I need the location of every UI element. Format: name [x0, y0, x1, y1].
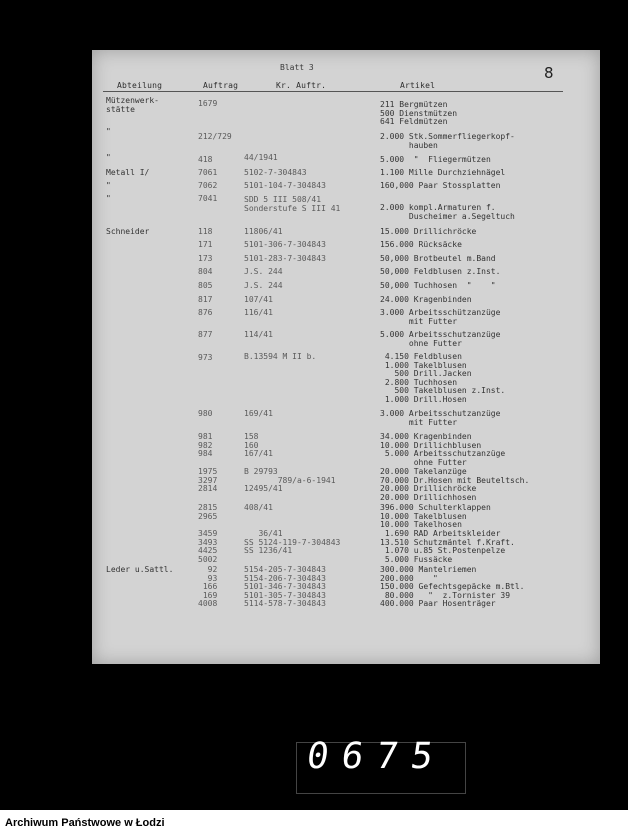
kr-auftr-cell: 5101-306-7-304843	[244, 240, 326, 249]
film-frame-number: 0675	[304, 736, 449, 777]
auftrag-cell: 805	[198, 281, 213, 290]
kr-auftr-cell: 116/41	[244, 308, 273, 317]
abteilung-cell: "	[106, 153, 111, 162]
kr-auftr-cell: 114/41	[244, 330, 273, 339]
sheet-label: Blatt 3	[280, 63, 314, 72]
artikel-cell: 1.100 Mille Durchziehnägel	[380, 168, 506, 177]
artikel-cell: 24.000 Kragenbinden	[380, 295, 472, 304]
auftrag-cell: 173	[198, 254, 213, 263]
artikel-cell: 3.000 Arbeitsschutzanzüge mit Futter	[380, 409, 501, 427]
kr-auftr-cell: 169/41	[244, 409, 273, 418]
artikel-cell: 50,000 Brotbeutel m.Band	[380, 254, 496, 263]
artikel-cell: 50,000 Feldblusen z.Inst.	[380, 267, 501, 276]
auftrag-cell: 1975 3297 2814	[198, 467, 218, 494]
header-auftrag: Auftrag	[203, 81, 239, 90]
abteilung-cell: "	[106, 127, 111, 136]
abteilung-cell: "	[106, 181, 111, 190]
kr-auftr-cell: 408/41	[244, 503, 273, 512]
auftrag-cell: 3459 3493 4425 5002	[198, 529, 218, 564]
kr-auftr-cell: 5101-104-7-304843	[244, 181, 326, 190]
auftrag-cell: 7062	[198, 181, 218, 190]
archive-name: Archiwum Państwowe w Łodzi	[5, 817, 165, 829]
auftrag-cell: 92 93 166 169 4008	[198, 565, 218, 609]
auftrag-cell: 804	[198, 267, 213, 276]
artikel-cell: 34.000 Kragenbinden 10.000 Drillichblusen 5.000 Arbeitsschutzanzüge ohne Futter	[380, 432, 506, 467]
abteilung-cell: "	[106, 194, 111, 203]
header-rule	[103, 91, 563, 92]
kr-auftr-cell: B 29793 789/a-6-1941 12495/41	[244, 467, 336, 494]
kr-auftr-cell: 44/1941	[244, 153, 278, 162]
kr-auftr-cell: B.13594 M II b.	[244, 352, 317, 361]
kr-auftr-cell: J.S. 244	[244, 267, 283, 276]
kr-auftr-cell: SDD 5 III 508/41 Sonderstufe S III 41	[244, 195, 341, 213]
abteilung-cell: Mützenwerk- stätte	[106, 96, 159, 114]
auftrag-cell: 212/729	[198, 132, 232, 141]
abteilung-cell: Leder u.Sattl.	[106, 565, 174, 574]
artikel-cell: 1.690 RAD Arbeitskleider 13.510 Schutzmäntel f.Kraft. 1.070 u.85 St.Postenpelze 5.000 Fussäcke	[380, 529, 515, 564]
kr-auftr-cell: 5154-205-7-304843 5154-206-7-304843 5101-346-7-304843 5101-305-7-304843 5114-578-7-304843	[244, 565, 326, 609]
auftrag-cell: 171	[198, 240, 213, 249]
artikel-cell: 4.150 Feldblusen 1.000 Takelblusen 500 Drill.Jacken 2.800 Tuchhosen 500 Takelblusen z.Inst. 1.000 Drill.Hosen	[384, 352, 506, 404]
page-number: 8	[544, 64, 554, 82]
auftrag-cell: 877	[198, 330, 213, 339]
auftrag-cell: 1679	[198, 99, 218, 108]
artikel-cell: 300.000 Mantelriemen 200.000 " 150.000 Gefechtsgepäcke m.Btl. 80.000 " z.Tornister 39 400.000 Paar Hosenträger	[380, 565, 525, 609]
artikel-cell: 211 Bergmützen 500 Dienstmützen 641 Feldmützen	[380, 100, 458, 127]
abteilung-cell: Metall I/	[106, 168, 150, 177]
abteilung-cell: Schneider	[106, 227, 150, 236]
artikel-cell: 5.000 Arbeitsschutzanzüge ohne Futter	[380, 330, 501, 348]
artikel-cell: 156.000 Rücksäcke	[380, 240, 462, 249]
artikel-cell: 50,000 Tuchhosen " "	[380, 281, 496, 290]
auftrag-cell: 418	[198, 155, 213, 164]
footer-bar	[0, 810, 628, 840]
header-kr-auftr: Kr. Auftr.	[276, 81, 327, 90]
kr-auftr-cell: 36/41 SS 5124-119-7-304843 SS 1236/41	[244, 529, 341, 556]
artikel-cell: 160,000 Paar Stossplatten	[380, 181, 501, 190]
kr-auftr-cell: 158 160 167/41	[244, 432, 273, 459]
auftrag-cell: 118	[198, 227, 213, 236]
kr-auftr-cell: J.S. 244	[244, 281, 283, 290]
artikel-cell: 396.000 Schulterklappen 10.000 Takelblusen 10.000 Takelhosen	[380, 503, 491, 530]
kr-auftr-cell: 5101-283-7-304843	[244, 254, 326, 263]
auftrag-cell: 876	[198, 308, 213, 317]
auftrag-cell: 7041	[198, 194, 218, 203]
kr-auftr-cell: 11806/41	[244, 227, 283, 236]
artikel-cell: 5.000 " Fliegermützen	[380, 155, 491, 164]
header-abteilung: Abteilung	[117, 81, 163, 90]
auftrag-cell: 2815 2965	[198, 503, 218, 521]
artikel-cell: 15.000 Drillichröcke	[380, 227, 477, 236]
auftrag-cell: 980	[198, 409, 213, 418]
auftrag-cell: 7061	[198, 168, 218, 177]
artikel-cell: 20.000 Takelanzüge 70.000 Dr.Hosen mit Beuteltsch. 20.000 Drillichröcke 20.000 Drillichhosen	[380, 467, 530, 502]
auftrag-cell: 817	[198, 295, 213, 304]
auftrag-cell: 973	[198, 353, 213, 362]
artikel-cell: 3.000 Arbeitsschützanzüge mit Futter	[380, 308, 501, 326]
artikel-cell: 2.000 Stk.Sommerfliegerkopf- hauben	[380, 132, 515, 150]
kr-auftr-cell: 107/41	[244, 295, 273, 304]
auftrag-cell: 981 982 984	[198, 432, 213, 459]
header-artikel: Artikel	[400, 81, 436, 90]
kr-auftr-cell: 5102-7-304843	[244, 168, 307, 177]
artikel-cell: 2.000 kompl.Armaturen f. Duscheimer a.Segeltuch	[380, 203, 515, 221]
